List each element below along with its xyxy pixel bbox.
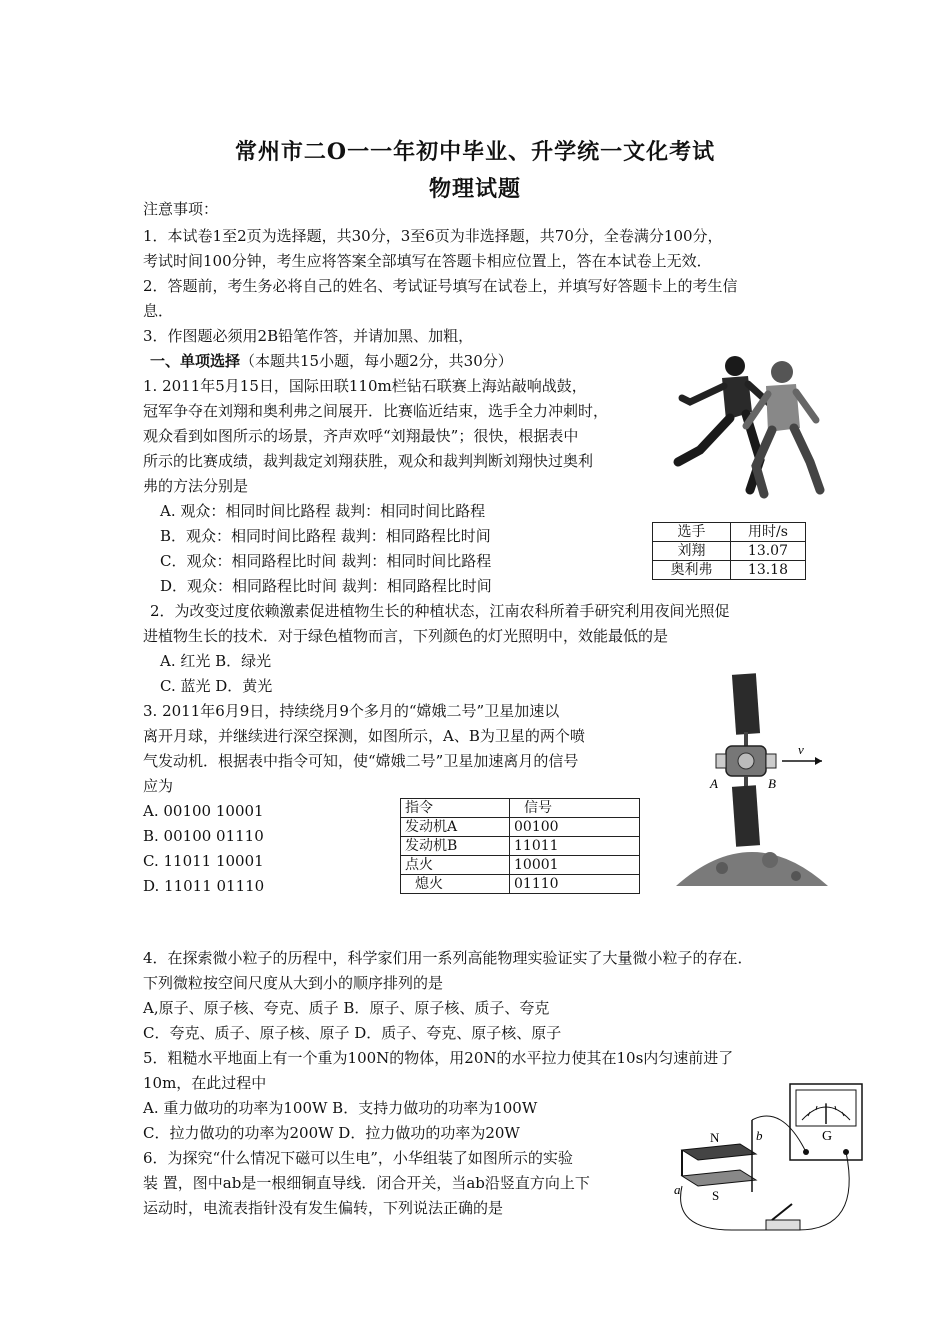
q5-options-cd: C．拉力做功的功率为200W D．拉力做功的功率为20W (143, 1124, 520, 1142)
table-row (401, 837, 640, 856)
q3-line-1: 3. 2011年6月9日，持续绕月9个多月的“嫦娥二号”卫星加速以 (143, 702, 560, 720)
table-row (653, 523, 806, 542)
note-1a: 1．本试卷1至2页为选择题，共30分，3至6页为非选择题，共70分，全卷满分100分， (143, 227, 723, 245)
q4-options-cd: C．夸克、质子、原子核、原子 D．质子、夸克、原子核、原子 (143, 1024, 562, 1042)
q1-option-c: C．观众：相同路程比时间 裁判：相同时间比路程 (160, 552, 492, 570)
section-desc: （本题共15小题，每小题2分，共30分） (240, 352, 513, 370)
galvanometer-label: G (822, 1129, 833, 1144)
exam-subtitle: 物理试题 (428, 176, 521, 202)
q4-line-1: 4．在探索微小粒子的历程中，科学家们用一系列高能物理实验证实了大量微小粒子的存在． (143, 949, 753, 967)
table-cell: 13.07 (730, 542, 805, 561)
q1-line-1: 1. 2011年5月15日，国际田联110m栏钻石联赛上海站敲响战鼓， (143, 377, 587, 395)
q1-line-2: 冠军争夺在刘翔和奥利弗之间展开．比赛临近结束，选手全力冲刺时， (143, 402, 609, 420)
table-cell: 01110 (510, 875, 640, 894)
q4-line-2: 下列微粒按空间尺度从大到小的顺序排列的是 (143, 974, 444, 992)
q5-options-ab: A. 重力做功的功率为100W B．支持力做功的功率为100W (143, 1099, 538, 1117)
q6-line-2: 装 置，图中ab是一根细铜直导线．闭合开关，当ab沿竖直方向上下 (143, 1174, 590, 1192)
induction-apparatus-figure (672, 1080, 872, 1240)
q3-line-2: 离开月球，并继续进行深空探测，如图所示，A、B为卫星的两个喷 (143, 727, 585, 745)
section-title: 一、单项选择 (150, 352, 241, 370)
runners-photo (660, 350, 825, 500)
table-row (653, 542, 806, 561)
magnet-north-pole (682, 1144, 756, 1160)
exam-title: 常州市二O一一年初中毕业、升学统一文化考试 (234, 139, 716, 165)
q1-line-5: 弗的方法分别是 (143, 477, 249, 495)
q3-option-b: B. 00100 01110 (143, 827, 264, 845)
magnet-n-label: N (710, 1130, 720, 1145)
note-2a: 2．答题前，考生务必将自己的姓名、考试证号填写在试卷上，并填写好答题卡上的考生信 (143, 277, 738, 295)
q3-option-c: C. 11011 10001 (143, 852, 264, 870)
switch (766, 1220, 800, 1230)
q5-line-2: 10m，在此过程中 (143, 1074, 267, 1092)
q1-line-3: 观众看到如图所示的场景，齐声欢呼“刘翔最快”；很快，根据表中 (143, 427, 579, 445)
table-row (401, 818, 640, 837)
solar-panel-bottom (732, 785, 760, 847)
q2-options-ab: A. 红光 B．绿光 (160, 652, 272, 670)
table-header: 选手 (653, 523, 731, 542)
q3-command-table (400, 798, 640, 894)
q3-line-3: 气发动机．根据表中指令可知，使“嫦娥二号”卫星加速离月的信号 (143, 752, 579, 770)
satellite-figure (672, 668, 832, 886)
q1-option-a: A. 观众：相同时间比路程 裁判：相同时间比路程 (160, 502, 486, 520)
q3-option-a: A. 00100 10001 (143, 802, 264, 820)
engine-a (716, 754, 726, 768)
q3-line-4: 应为 (143, 777, 174, 795)
note-2b: 息． (143, 302, 174, 320)
q6-line-3: 运动时，电流表指针没有发生偏转，下列说法正确的是 (143, 1199, 504, 1217)
table-row (401, 799, 640, 818)
q1-option-d: D．观众：相同路程比时间 裁判：相同路程比时间 (160, 577, 492, 595)
note-3: 3．作图题必须用2B铅笔作答，并请加黑、加粗， (143, 327, 474, 345)
table-row (653, 561, 806, 580)
table-header: 指令 (401, 799, 510, 818)
table-header: 信号 (510, 799, 640, 818)
table-cell: 点火 (401, 856, 510, 875)
table-cell: 发动机A (401, 818, 510, 837)
q5-line-1: 5．粗糙水平地面上有一个重为100N的物体，用20N的水平拉力使其在10s内匀速前进了 (143, 1049, 734, 1067)
notes-heading: 注意事项： (143, 200, 219, 218)
q3-option-d: D. 11011 01110 (143, 877, 265, 895)
table-cell: 刘翔 (653, 542, 731, 561)
q2-line-1: 2．为改变过度依赖激素促进植物生长的种植状态，江南农科所着手研究利用夜间光照促 (150, 602, 730, 620)
table-row (401, 856, 640, 875)
q2-options-cd: C. 蓝光 D．黄光 (160, 677, 273, 695)
magnet-south-pole (682, 1170, 756, 1186)
engine-b-label: B (768, 776, 776, 791)
table-cell: 奥利弗 (653, 561, 731, 580)
q4-options-ab: A,原子、原子核、夸克、质子 B．原子、原子核、质子、夸克 (143, 999, 550, 1017)
wire-b-label: b (756, 1128, 763, 1143)
q1-results-table (652, 522, 806, 580)
magnet-s-label: S (712, 1188, 720, 1203)
q1-line-4: 所示的比赛成绩，裁判裁定刘翔获胜，观众和裁判判断刘翔快过奥利 (143, 452, 594, 470)
engine-b (766, 754, 776, 768)
note-1b: 考试时间100分钟，考生应将答案全部填写在答题卡相应位置上，答在本试卷上无效． (143, 252, 712, 270)
velocity-label: v (798, 742, 804, 757)
wire-a-label: a (674, 1182, 681, 1197)
table-cell: 熄火 (401, 875, 510, 894)
table-cell: 11011 (510, 837, 640, 856)
engine-a-label: A (710, 776, 718, 791)
q6-line-1: 6．为探究“什么情况下磁可以生电”，小华组装了如图所示的实验 (143, 1149, 573, 1167)
table-header: 用时/s (730, 523, 805, 542)
table-cell: 10001 (510, 856, 640, 875)
q2-line-2: 进植物生长的技术．对于绿色植物而言，下列颜色的灯光照明中，效能最低的是 (143, 627, 669, 645)
table-row (401, 875, 640, 894)
q1-option-b: B．观众：相同时间比路程 裁判：相同路程比时间 (160, 527, 491, 545)
table-cell: 00100 (510, 818, 640, 837)
solar-panel-top (732, 673, 760, 735)
table-cell: 发动机B (401, 837, 510, 856)
moon-surface (676, 852, 828, 886)
section-header (150, 350, 513, 372)
table-cell: 13.18 (730, 561, 805, 580)
